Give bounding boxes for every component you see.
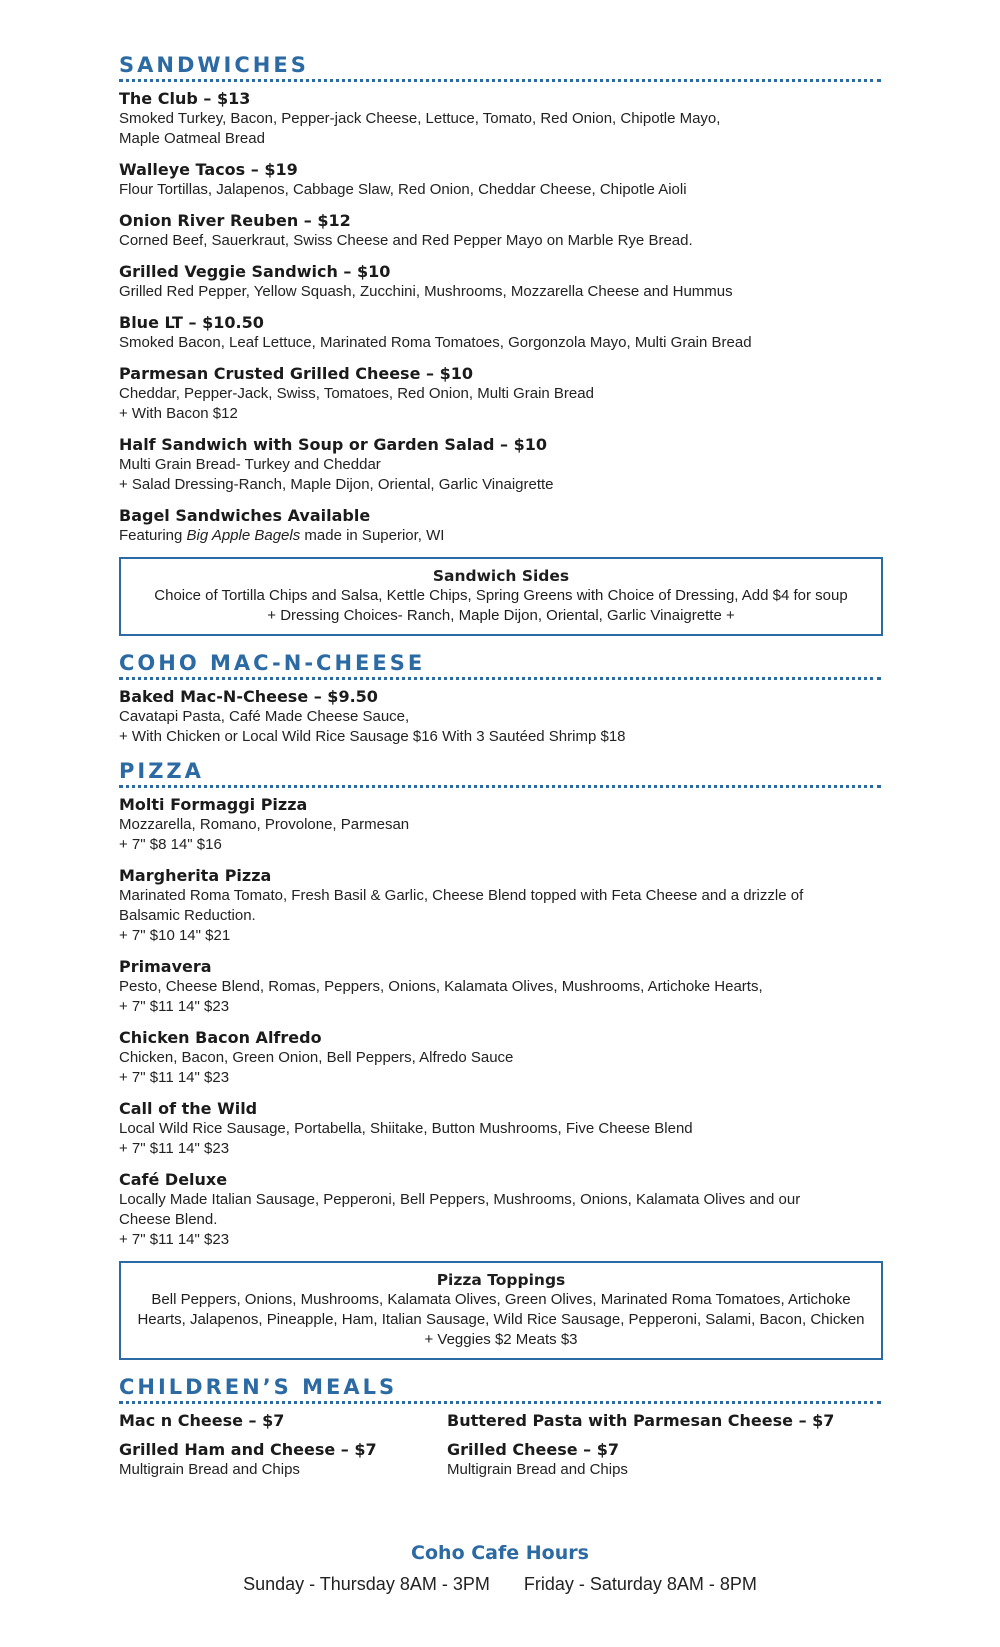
item-description: + 7" $11 14" $23: [119, 998, 230, 1015]
item-name: Parmesan Crusted Grilled Cheese – $10: [119, 364, 473, 383]
menu-item: [119, 1440, 447, 1480]
item-description: Marinated Roma Tomato, Fresh Basil & Garlic, Cheese Blend topped with Feta Cheese and a drizzle of: [119, 887, 804, 904]
item-description: + With Bacon $12: [119, 405, 238, 422]
item-description: + 7" $10 14" $21: [119, 927, 231, 944]
item-name: Chicken Bacon Alfredo: [119, 1028, 322, 1047]
item-description: + With Chicken or Local Wild Rice Sausage $16 With 3 Sautéed Shrimp $18: [119, 728, 626, 745]
item-description: Chicken, Bacon, Green Onion, Bell Peppers, Alfredo Sauce: [119, 1049, 514, 1066]
section-title-mac: COHO MAC-N-CHEESE: [119, 651, 426, 675]
item-name: Baked Mac-N-Cheese – $9.50: [119, 687, 378, 706]
item-name: Bagel Sandwiches Available: [119, 506, 371, 525]
menu-item: [119, 211, 1000, 251]
item-description: Corned Beef, Sauerkraut, Swiss Cheese and Red Pepper Mayo on Marble Rye Bread.: [119, 232, 693, 249]
section-title-pizza: PIZZA: [119, 759, 204, 783]
item-description: Multigrain Bread and Chips: [119, 1461, 300, 1478]
item-description: + 7" $11 14" $23: [119, 1069, 230, 1086]
item-description: Mozzarella, Romano, Provolone, Parmesan: [119, 816, 410, 833]
item-name: Walleye Tacos – $19: [119, 160, 298, 179]
box-title: Sandwich Sides: [432, 567, 570, 585]
menu-item: [119, 866, 1000, 946]
hours-weekend: Friday - Saturday 8AM - 8PM: [523, 1574, 757, 1594]
item-description: Multi Grain Bread- Turkey and Cheddar: [119, 456, 381, 473]
item-name: The Club – $13: [119, 89, 251, 108]
section-pizza: [119, 758, 1000, 1360]
box-line: + Dressing Choices- Ranch, Maple Dijon, Oriental, Garlic Vinaigrette +: [267, 607, 735, 624]
item-description: Locally Made Italian Sausage, Pepperoni, Bell Peppers, Mushrooms, Onions, Kalamata Olives and our: [119, 1191, 801, 1208]
menu-item: [119, 89, 1000, 149]
item-name: Blue LT – $10.50: [119, 313, 264, 332]
menu-item-bagel: [119, 506, 1000, 546]
section-title-sandwiches: SANDWICHES: [119, 53, 309, 77]
item-name: Mac n Cheese – $7: [119, 1411, 285, 1430]
item-description: + 7" $8 14" $16: [119, 836, 222, 853]
bagel-suffix: made in Superior, WI: [300, 527, 445, 544]
menu-item: [119, 364, 1000, 424]
item-description: + Salad Dressing-Ranch, Maple Dijon, Oriental, Garlic Vinaigrette: [119, 476, 554, 493]
box-line: Hearts, Jalapenos, Pineapple, Ham, Italian Sausage, Wild Rice Sausage, Pepperoni, Salami, Bacon, Chicken: [137, 1311, 865, 1328]
menu-item: [119, 313, 1000, 353]
item-name: Margherita Pizza: [119, 866, 272, 885]
pizza-toppings-box: [119, 1261, 883, 1360]
item-name: Grilled Veggie Sandwich – $10: [119, 262, 391, 281]
dotted-divider: [119, 79, 881, 82]
menu-item: [119, 160, 1000, 200]
menu-item: [119, 262, 1000, 302]
menu-item: [119, 1028, 1000, 1088]
kids-columns: [119, 1411, 879, 1489]
item-description: Cheddar, Pepper-Jack, Swiss, Tomatoes, Red Onion, Multi Grain Bread: [119, 385, 594, 402]
item-name: Molti Formaggi Pizza: [119, 795, 308, 814]
kids-column-right: [447, 1411, 867, 1489]
dotted-divider: [119, 1401, 881, 1404]
item-description: Cheese Blend.: [119, 1211, 218, 1228]
hours-title: Coho Cafe Hours: [411, 1542, 589, 1564]
menu-item: [119, 1170, 1000, 1250]
item-description: Smoked Turkey, Bacon, Pepper-jack Cheese, Lettuce, Tomato, Red Onion, Chipotle Mayo,: [119, 110, 721, 127]
box-title: Pizza Toppings: [436, 1271, 566, 1289]
bagel-prefix: Featuring: [119, 527, 187, 544]
menu-item: [119, 1411, 447, 1431]
bagel-brand: Big Apple Bagels: [186, 527, 301, 544]
section-sandwiches: [119, 52, 1000, 636]
box-line: Bell Peppers, Onions, Mushrooms, Kalamata Olives, Green Olives, Marinated Roma Tomatoes, Artichoke: [151, 1291, 851, 1308]
item-name: Call of the Wild: [119, 1099, 258, 1118]
item-description: Local Wild Rice Sausage, Portabella, Shiitake, Button Mushrooms, Five Cheese Blend: [119, 1120, 693, 1137]
kids-column-left: [119, 1411, 447, 1489]
item-name: Half Sandwich with Soup or Garden Salad – $10: [119, 435, 548, 454]
item-name: Primavera: [119, 957, 212, 976]
dotted-divider: [119, 785, 881, 788]
item-description: + 7" $11 14" $23: [119, 1140, 230, 1157]
menu-item: [119, 435, 1000, 495]
section-title-kids: CHILDREN’S MEALS: [119, 1375, 398, 1399]
menu-item: [119, 795, 1000, 855]
sandwich-list: [119, 89, 1000, 495]
box-line: Choice of Tortilla Chips and Salsa, Kettle Chips, Spring Greens with Choice of Dressing, Add $4 for soup: [154, 587, 848, 604]
hours-weekday: Sunday - Thursday 8AM - 3PM: [243, 1574, 490, 1594]
item-description: Pesto, Cheese Blend, Romas, Peppers, Onions, Kalamata Olives, Mushrooms, Artichoke Hearts,: [119, 978, 763, 995]
menu-item: [447, 1440, 867, 1480]
section-kids: [119, 1374, 1000, 1489]
item-description: [119, 526, 1000, 546]
item-description: + 7" $11 14" $23: [119, 1231, 230, 1248]
item-name: Onion River Reuben – $12: [119, 211, 351, 230]
sandwich-sides-box: [119, 557, 883, 636]
item-description: Multigrain Bread and Chips: [447, 1461, 628, 1478]
item-description: Balsamic Reduction.: [119, 907, 256, 924]
item-name: Café Deluxe: [119, 1170, 228, 1189]
item-name: Buttered Pasta with Parmesan Cheese – $7: [447, 1411, 835, 1430]
menu-item: [447, 1411, 867, 1431]
pizza-list: [119, 795, 1000, 1250]
item-description: Flour Tortillas, Jalapenos, Cabbage Slaw, Red Onion, Cheddar Cheese, Chipotle Aioli: [119, 181, 687, 198]
item-description: Smoked Bacon, Leaf Lettuce, Marinated Roma Tomatoes, Gorgonzola Mayo, Multi Grain Bread: [119, 334, 752, 351]
item-description: Cavatapi Pasta, Café Made Cheese Sauce,: [119, 708, 410, 725]
menu-item: [119, 957, 1000, 1017]
item-description: Maple Oatmeal Bread: [119, 130, 265, 147]
item-description: Grilled Red Pepper, Yellow Squash, Zucchini, Mushrooms, Mozzarella Cheese and Hummus: [119, 283, 733, 300]
dotted-divider: [119, 677, 881, 680]
cafe-hours: [0, 1540, 1000, 1597]
box-line: + Veggies $2 Meats $3: [424, 1331, 578, 1348]
mac-list: [119, 687, 1000, 747]
menu-item: [119, 1099, 1000, 1159]
section-mac: [119, 650, 1000, 747]
menu-item: [119, 687, 1000, 747]
hours-line: [0, 1571, 1000, 1597]
item-name: Grilled Cheese – $7: [447, 1440, 619, 1459]
item-name: Grilled Ham and Cheese – $7: [119, 1440, 377, 1459]
